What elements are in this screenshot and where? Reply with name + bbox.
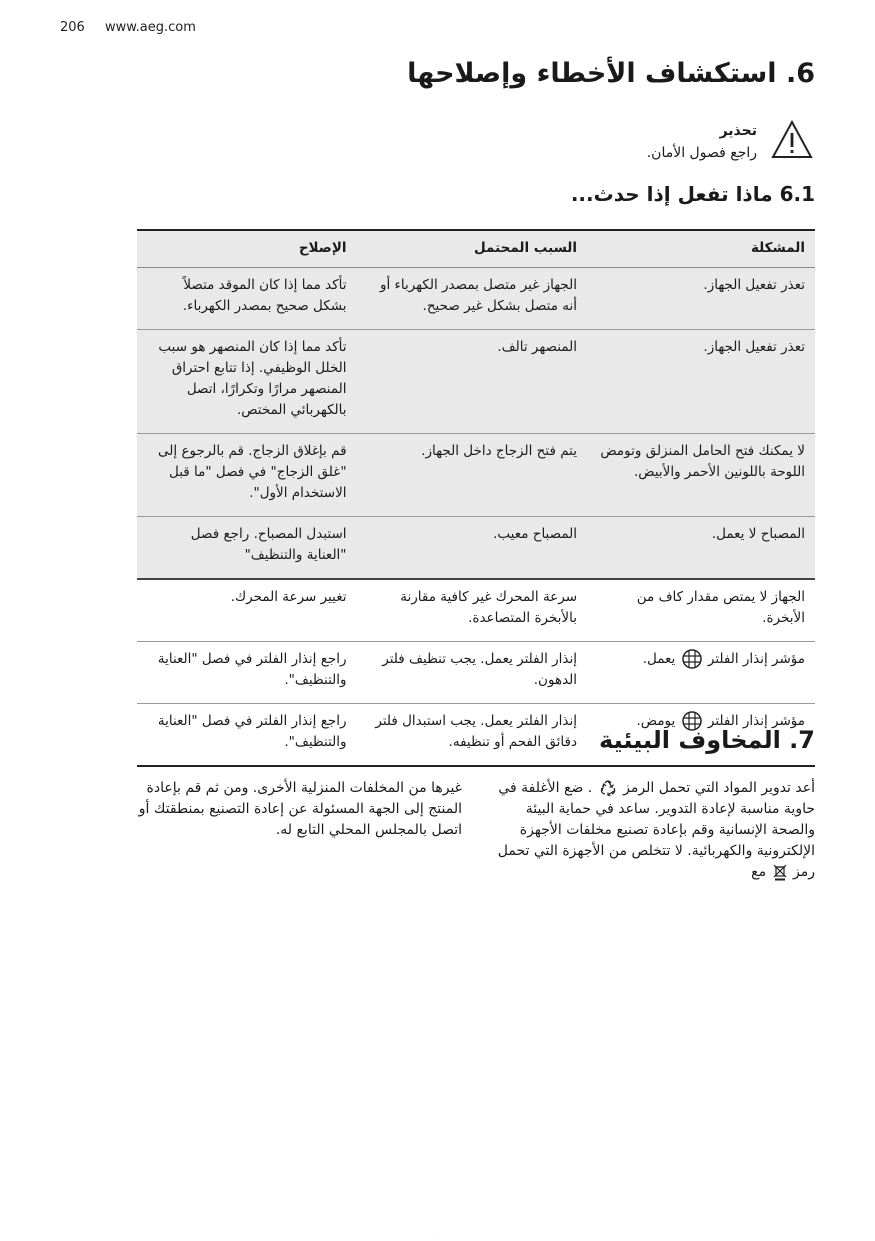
table-row: [137, 517, 815, 580]
cell-problem: تعذر تفعيل الجهاز.: [587, 268, 815, 330]
cell-fix: تأكد مما إذا كان الموقد متصلاً بشكل صحيح بمصدر الكهرباء.: [137, 268, 357, 330]
crossed-bin-icon: [773, 863, 787, 881]
table-row: [137, 642, 815, 704]
page-number: 206: [60, 20, 85, 35]
cell-cause: المنصهر تالف.: [357, 330, 587, 434]
cell-cause: الجهاز غير متصل بمصدر الكهرباء أو أنه متصل بشكل غير صحيح.: [357, 268, 587, 330]
cell-cause: يتم فتح الزجاج داخل الجهاز.: [357, 434, 587, 517]
header-fix: الإصلاح: [137, 230, 357, 268]
env-text-part3: مع: [751, 864, 767, 880]
table-header-row: [137, 230, 815, 268]
warning-title: تحذير: [719, 123, 757, 139]
cell-fix: راجع إنذار الفلتر في فصل "العناية والتنظيف".: [137, 642, 357, 704]
cell-fix: تأكد مما إذا كان المنصهر هو سبب الخلل الوظيفي. إذا تتابع احتراق المنصهر مرارًا وتكرارًا، اتصل بالكهربائي المختص.: [137, 330, 357, 434]
environment-text-right: [497, 778, 815, 883]
subsection-title: 6.1 ماذا تفعل إذا حدث...: [570, 182, 815, 206]
cell-problem: تعذر تفعيل الجهاز.: [587, 330, 815, 434]
cell-fix: قم بإغلاق الزجاج. قم بالرجوع إلى "غلق الزجاج" في فصل "ما قبل الاستخدام الأول".: [137, 434, 357, 517]
cell-cause: إنذار الفلتر يعمل. يجب استبدال فلتر دقائق الفحم أو تنظيفه.: [357, 704, 587, 767]
cell-cause: إنذار الفلتر يعمل. يجب تنظيف فلتر الدهون.: [357, 642, 587, 704]
cell-cause: المصباح معيب.: [357, 517, 587, 580]
table-row: [137, 268, 815, 330]
cell-fix: راجع إنذار الفلتر في فصل "العناية والتنظيف".: [137, 704, 357, 767]
env-text-part2: . ضع الأغلفة في حاوية مناسبة لإعادة التدوير. ساعد في حماية البيئة والصحة الإنسانية وقم بإعادة تصنيع مخلفات الأجهزة الإلكترونية والكهربائية. لا تتخلص من الأجهزة التي تحمل رمز: [497, 780, 815, 880]
problem-text-before: مؤشر إنذار الفلتر: [707, 713, 805, 729]
table-row: [137, 579, 815, 642]
website: www.aeg.com: [104, 20, 196, 35]
page-header: [60, 20, 196, 35]
env-text-part1: أعد تدوير المواد التي تحمل الرمز: [623, 780, 815, 796]
problem-text-after: يومض.: [636, 713, 676, 729]
troubleshooting-table: [137, 229, 815, 767]
warning-triangle-icon: [771, 120, 813, 160]
table-row: [137, 330, 815, 434]
warning-text: راجع فصول الأمان.: [646, 145, 757, 161]
warning-box: [647, 120, 813, 164]
cell-fix: استبدل المصباح. راجع فصل "العناية والتنظيف": [137, 517, 357, 580]
cell-problem: [587, 642, 815, 704]
section-7-title: 7. المخاوف البيئية: [599, 726, 815, 754]
environment-text-left: غيرها من المخلفات المنزلية الأخرى. ومن ثم قم بإعادة المنتج إلى الجهة المسئولة عن إعادة التصنيع بمنطقتك أو اتصل بالمجلس المحلي التابع له.: [138, 780, 462, 838]
filter-grid-icon: [682, 649, 702, 669]
cell-problem: لا يمكنك فتح الحامل المنزلق وتومض اللوحة باللونين الأحمر والأبيض.: [587, 434, 815, 517]
table-row: [137, 434, 815, 517]
cell-fix: تغيير سرعة المحرك.: [137, 579, 357, 642]
problem-text-after: يعمل.: [642, 651, 676, 667]
cell-problem: المصباح لا يعمل.: [587, 517, 815, 580]
footer-mark: ·: [436, 1232, 438, 1239]
recycle-icon: [599, 779, 617, 797]
section-6-title: 6. استكشاف الأخطاء وإصلاحها: [407, 58, 815, 89]
cell-cause: سرعة المحرك غير كافية مقارنة بالأبخرة المتصاعدة.: [357, 579, 587, 642]
header-problem: المشكلة: [587, 230, 815, 268]
header-cause: السبب المحتمل: [357, 230, 587, 268]
problem-text-before: مؤشر إنذار الفلتر: [707, 651, 805, 667]
cell-problem: الجهاز لا يمتص مقدار كاف من الأبخرة.: [587, 579, 815, 642]
